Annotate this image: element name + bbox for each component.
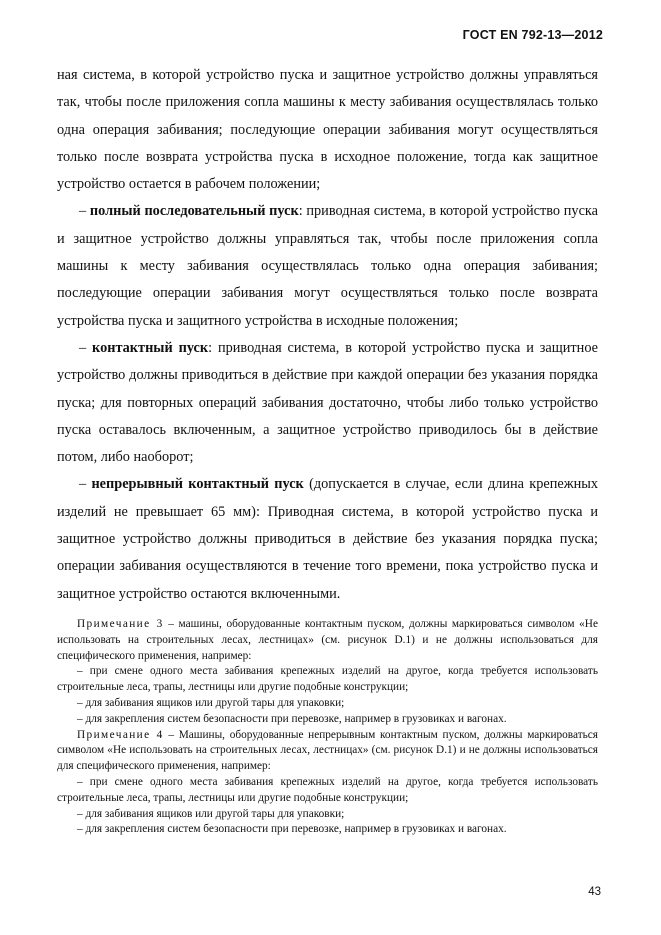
note-3-item: – для закрепления систем безопасности при перевозке, например в грузовиках и вагонах.	[77, 712, 507, 725]
notes-block	[57, 617, 598, 838]
note-4-item: – при смене одного места забивания крепежных изделий на другое, когда требуется использовать строительные леса, трапы, лестницы или другие подобные конструкции;	[57, 775, 598, 804]
definition-text: (допускается в случае, если длина крепежных изделий не превышает 65 мм): Приводная система, в которой устройство пуска и защитное устройство должны приводиться в действие без указания порядка пуска; операции забивания осуществляются в течение того времени, пока устройство пуска и защитное устройство остаются включенными.	[57, 476, 598, 602]
note-3-item: – при смене одного места забивания крепежных изделий на другое, когда требуется использовать строительные леса, трапы, лестницы или другие подобные конструкции;	[57, 665, 598, 694]
definition-full-sequential	[57, 198, 598, 334]
definition-contact	[57, 335, 598, 471]
note-4-item: – для забивания ящиков или другой тары для упаковки;	[77, 807, 345, 820]
definition-text: : приводная система, в которой устройство пуска и защитное устройство должны управляться так, чтобы после приложения сопла машины к месту забивания осуществлялась только одна операция забивания; последующие операции забивания могут осуществляться только после возврата устройства пуска и защитного устройства в исходные положения;	[57, 203, 598, 329]
page-number: 43	[588, 886, 601, 898]
note-4-text: – Машины, оборудованные непрерывным контактным пуском, должны маркироваться символом «Не использовать на строительных лесах, лестницах» (см. рисунок D.1) и не должны использоваться для специфического применения, например:	[57, 728, 598, 773]
note-3-item: – для забивания ящиков или другой тары для упаковки;	[77, 696, 345, 709]
standard-header: ГОСТ EN 792-13—2012	[462, 28, 603, 42]
list-dash: –	[79, 203, 87, 220]
note-4-item: – для закрепления систем безопасности при перевозке, например в грузовиках и вагонах.	[77, 823, 507, 836]
note-3	[57, 617, 598, 664]
definition-continuous-contact	[57, 471, 598, 607]
note-4-label: Примечание 4	[77, 728, 164, 741]
main-text	[57, 62, 598, 608]
note-4	[57, 728, 598, 775]
term-contact: контактный пуск	[92, 339, 209, 356]
term-full-sequential: полный последовательный пуск	[89, 203, 299, 220]
continuation-paragraph: ная система, в которой устройство пуска и защитное устройство должны управляться так, чтобы после приложения сопла машины к месту забивания осуществлялась только одна операция забивания; последующие операции забивания могут осуществляться только после возврата устройства пуска в исходное положение, тогда как защитное устройство остается в рабочем положении;	[57, 67, 598, 193]
list-dash: –	[79, 339, 87, 356]
definition-text: : приводная система, в которой устройство пуска и защитное устройство должны приводиться в действие при каждой операции без указания порядка пуска; для повторных операций забивания достаточно, чтобы либо только устройство пуска оставалось включенным, а защитное устройство приводилось бы в действие потом, либо наоборот;	[57, 339, 598, 466]
note-3-label: Примечание 3	[77, 618, 164, 630]
list-dash: –	[79, 476, 87, 493]
note-3-text: – машины, оборудованные контактным пуском, должны маркироваться символом «Не использовать на строительных лесах, лестницах» (см. рисунок D.1) и не должны использоваться для специфического применения, например:	[57, 618, 598, 662]
term-continuous-contact: непрерывный контактный пуск	[91, 476, 304, 493]
